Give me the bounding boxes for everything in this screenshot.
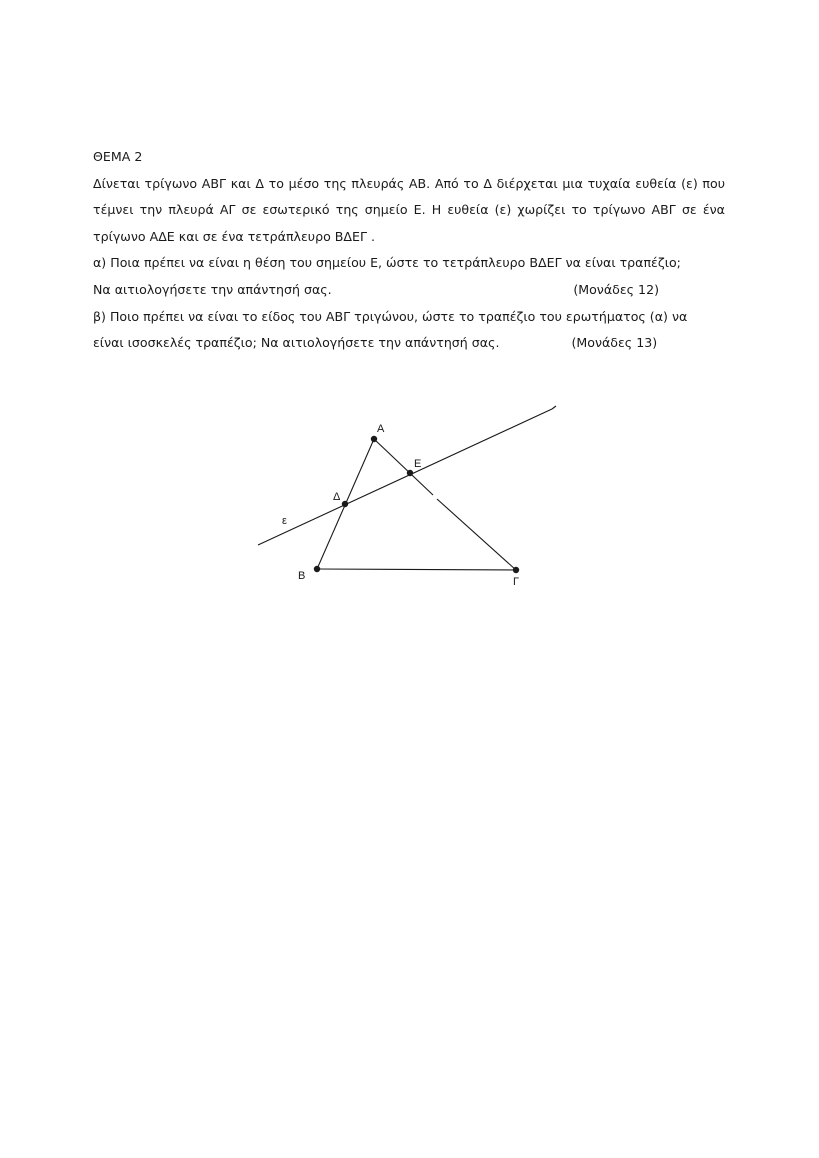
point-D xyxy=(342,501,348,507)
label-G: Γ xyxy=(513,576,520,588)
question-a-marks: (Μονάδες 12) xyxy=(573,281,659,297)
question-a-last-line xyxy=(93,277,725,304)
line-epsilon-tip xyxy=(552,406,556,409)
line-epsilon xyxy=(258,409,552,545)
question-a-text: α) Ποια πρέπει να είναι η θέση του σημείου Ε, ώστε το τετράπλευρο ΒΔΕΓ να είναι τραπέζιο; xyxy=(93,255,681,271)
label-B: Β xyxy=(298,570,306,582)
problem-statement: Δίνεται τρίγωνο ΑΒΓ και Δ το μέσο της πλευράς ΑΒ. Από το Δ διέρχεται μια τυχαία ευθεία (ε) που τέμνει την πλευρά ΑΓ σε εσωτερικό της σημείο Ε. Η ευθεία (ε) χωρίζει το τρίγωνο ΑΒΓ σε ένα τρίγωνο ΑΔΕ και σε ένα τετράπλευρο ΒΔΕΓ . xyxy=(93,175,725,244)
point-G xyxy=(513,567,519,573)
point-E xyxy=(407,470,413,476)
label-D: Δ xyxy=(333,491,341,503)
question-b-marks: (Μονάδες 13) xyxy=(571,335,658,351)
label-epsilon: ε xyxy=(282,515,287,527)
problem-text xyxy=(93,144,725,357)
question-b-reason: είναι ισοσκελές τραπέζιο; Να αιτιολογήσετε την απάντησή σας. xyxy=(93,335,500,351)
question-b-last-line xyxy=(93,330,725,357)
point-A xyxy=(371,436,377,442)
label-E: Ε xyxy=(414,458,422,470)
question-b-text: β) Ποιο πρέπει να είναι το είδος του ΑΒΓ τριγώνου, ώστε το τραπέζιο του ερωτήματος (α) να xyxy=(93,308,688,324)
geometry-figure xyxy=(250,400,570,595)
side-AG-lower xyxy=(437,499,516,570)
point-B xyxy=(314,566,320,572)
side-AG-upper xyxy=(374,439,433,495)
side-BG xyxy=(317,569,516,570)
label-A: Α xyxy=(377,423,385,435)
problem-title: ΘΕΜΑ 2 xyxy=(93,149,143,164)
triangle-diagram xyxy=(250,400,570,595)
question-a-reason: Να αιτιολογήσετε την απάντησή σας. xyxy=(93,281,332,297)
